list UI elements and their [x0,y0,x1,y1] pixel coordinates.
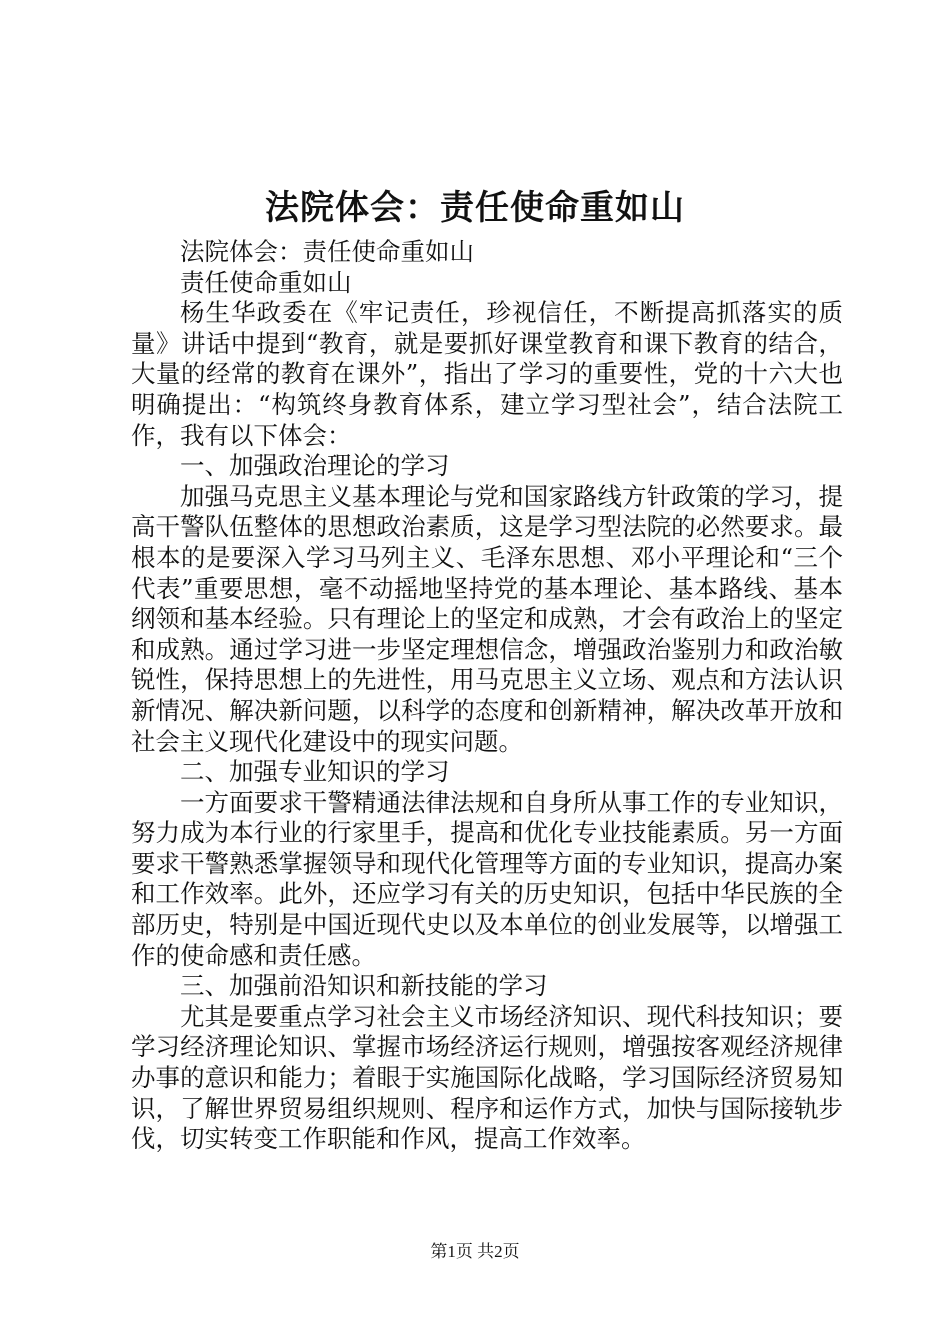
paragraph-subtitle-1: 法院体会：责任使命重如山 [180,237,474,266]
section-heading-3: 三、加强前沿知识和新技能的学习 [180,971,548,1001]
document-body [131,237,843,1155]
page-footer: 第1页 共2页 [430,1242,520,1261]
paragraph-section-1: 加强马克思主义基本理论与党和国家路线方针政策的学习，提高干警队伍整体的思想政治素质，这是学习型法院的必然要求。最根本的是要深入学习马列主义、毛泽东思想、邓小平理论和“三个代表”重要思想，毫不动摇地坚持党的基本理论、基本路线、基本纲领和基本经验。只有理论上的坚定和成熟，才会有政治上的坚定和成熟。通过学习进一步坚定理想信念，增强政治鉴别力和政治敏锐性，保持思想上的先进性，用马克思主义立场、观点和方法认识新情况、解决新问题，以科学的态度和创新精神，解决改革开放和社会主义现代化建设中的现实问题。 [131,481,843,756]
paragraph-intro: 杨生华政委在《牢记责任，珍视信任，不断提高抓落实的质量》讲话中提到“教育，就是要抓好课堂教育和课下教育的结合，大量的经常的教育在课外”，指出了学习的重要性，党的十六大也明确提出：“构筑终身教育体系，建立学习型社会”，结合法院工作，我有以下体会： [131,298,843,450]
section-heading-1: 一、加强政治理论的学习 [180,451,450,481]
section-heading-2: 二、加强专业知识的学习 [180,757,450,787]
paragraph-section-2: 一方面要求干警精通法律法规和自身所从事工作的专业知识，努力成为本行业的行家里手，提高和优化专业技能素质。另一方面要求干警熟悉掌握领导和现代化管理等方面的专业知识，提高办案和工作效率。此外，还应学习有关的历史知识，包括中华民族的全部历史，特别是中国近现代史以及本单位的创业发展等，以增强工作的使命感和责任感。 [131,787,843,970]
document-title: 法院体会：责任使命重如山 [265,188,685,228]
paragraph-subtitle-2: 责任使命重如山 [180,267,352,297]
paragraph-section-3: 尤其是要重点学习社会主义市场经济知识、现代科技知识；要学习经济理论知识、掌握市场经济运行规则，增强按客观经济规律办事的意识和能力；着眼于实施国际化战略，学习国际经济贸易知识，了解世界贸易组织规则、程序和运作方式，加快与国际接轨步伐，切实转变工作职能和作风，提高工作效率。 [131,1001,843,1154]
